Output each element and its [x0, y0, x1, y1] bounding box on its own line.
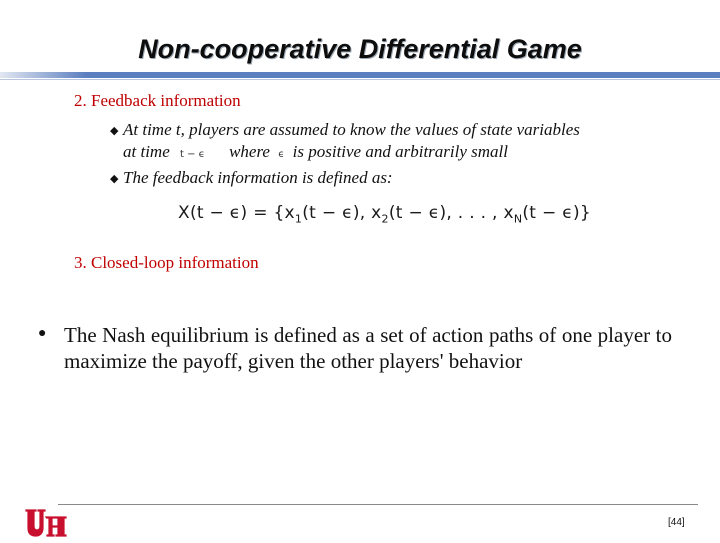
- equation-sub-2: 2: [381, 212, 389, 226]
- epsilon-symbol: ϵ: [278, 149, 285, 160]
- equation-mid-2: (t − ϵ), . . . , x: [388, 203, 514, 223]
- page-number: [44]: [668, 517, 685, 528]
- feedback-bullet-2: The feedback information is defined as:: [123, 168, 393, 187]
- equation-mid-1: (t − ϵ), x: [302, 203, 382, 223]
- slide-title: Non-cooperative Differential Game: [138, 34, 582, 64]
- title-underline-thin: [0, 79, 720, 80]
- diamond-bullet-icon: ◆: [110, 173, 119, 185]
- filled-circle-bullet-icon: ●: [38, 326, 47, 341]
- diamond-bullet-icon: ◆: [110, 125, 119, 137]
- equation-lhs: X(t − ϵ) = {x: [178, 203, 295, 223]
- footer-divider: [58, 504, 698, 505]
- equation-sub-1: 1: [294, 212, 303, 226]
- feedback-equation: [178, 203, 591, 225]
- feedback-heading: 2. Feedback information: [74, 91, 241, 110]
- title-underline-bar: [0, 72, 720, 78]
- where-label: where: [229, 142, 270, 161]
- closed-loop-heading: 3. Closed-loop information: [74, 253, 259, 272]
- equation-end: (t − ϵ)}: [522, 203, 592, 223]
- feedback-bullet-1-line-1: At time t, players are assumed to know the values of state variables: [123, 120, 580, 139]
- university-logo-icon: [24, 508, 68, 538]
- positive-small-label: is positive and arbitrarily small: [292, 142, 508, 161]
- nash-equilibrium-text: The Nash equilibrium is defined as a set of action paths of one player to maximize the payoff, given the other players' behavior: [64, 323, 672, 373]
- time-expression: t − ϵ: [180, 149, 205, 160]
- time-label: at time: [123, 142, 170, 161]
- equation-sub-n: N: [513, 212, 523, 226]
- feedback-bullet-1-line-2: [123, 142, 683, 162]
